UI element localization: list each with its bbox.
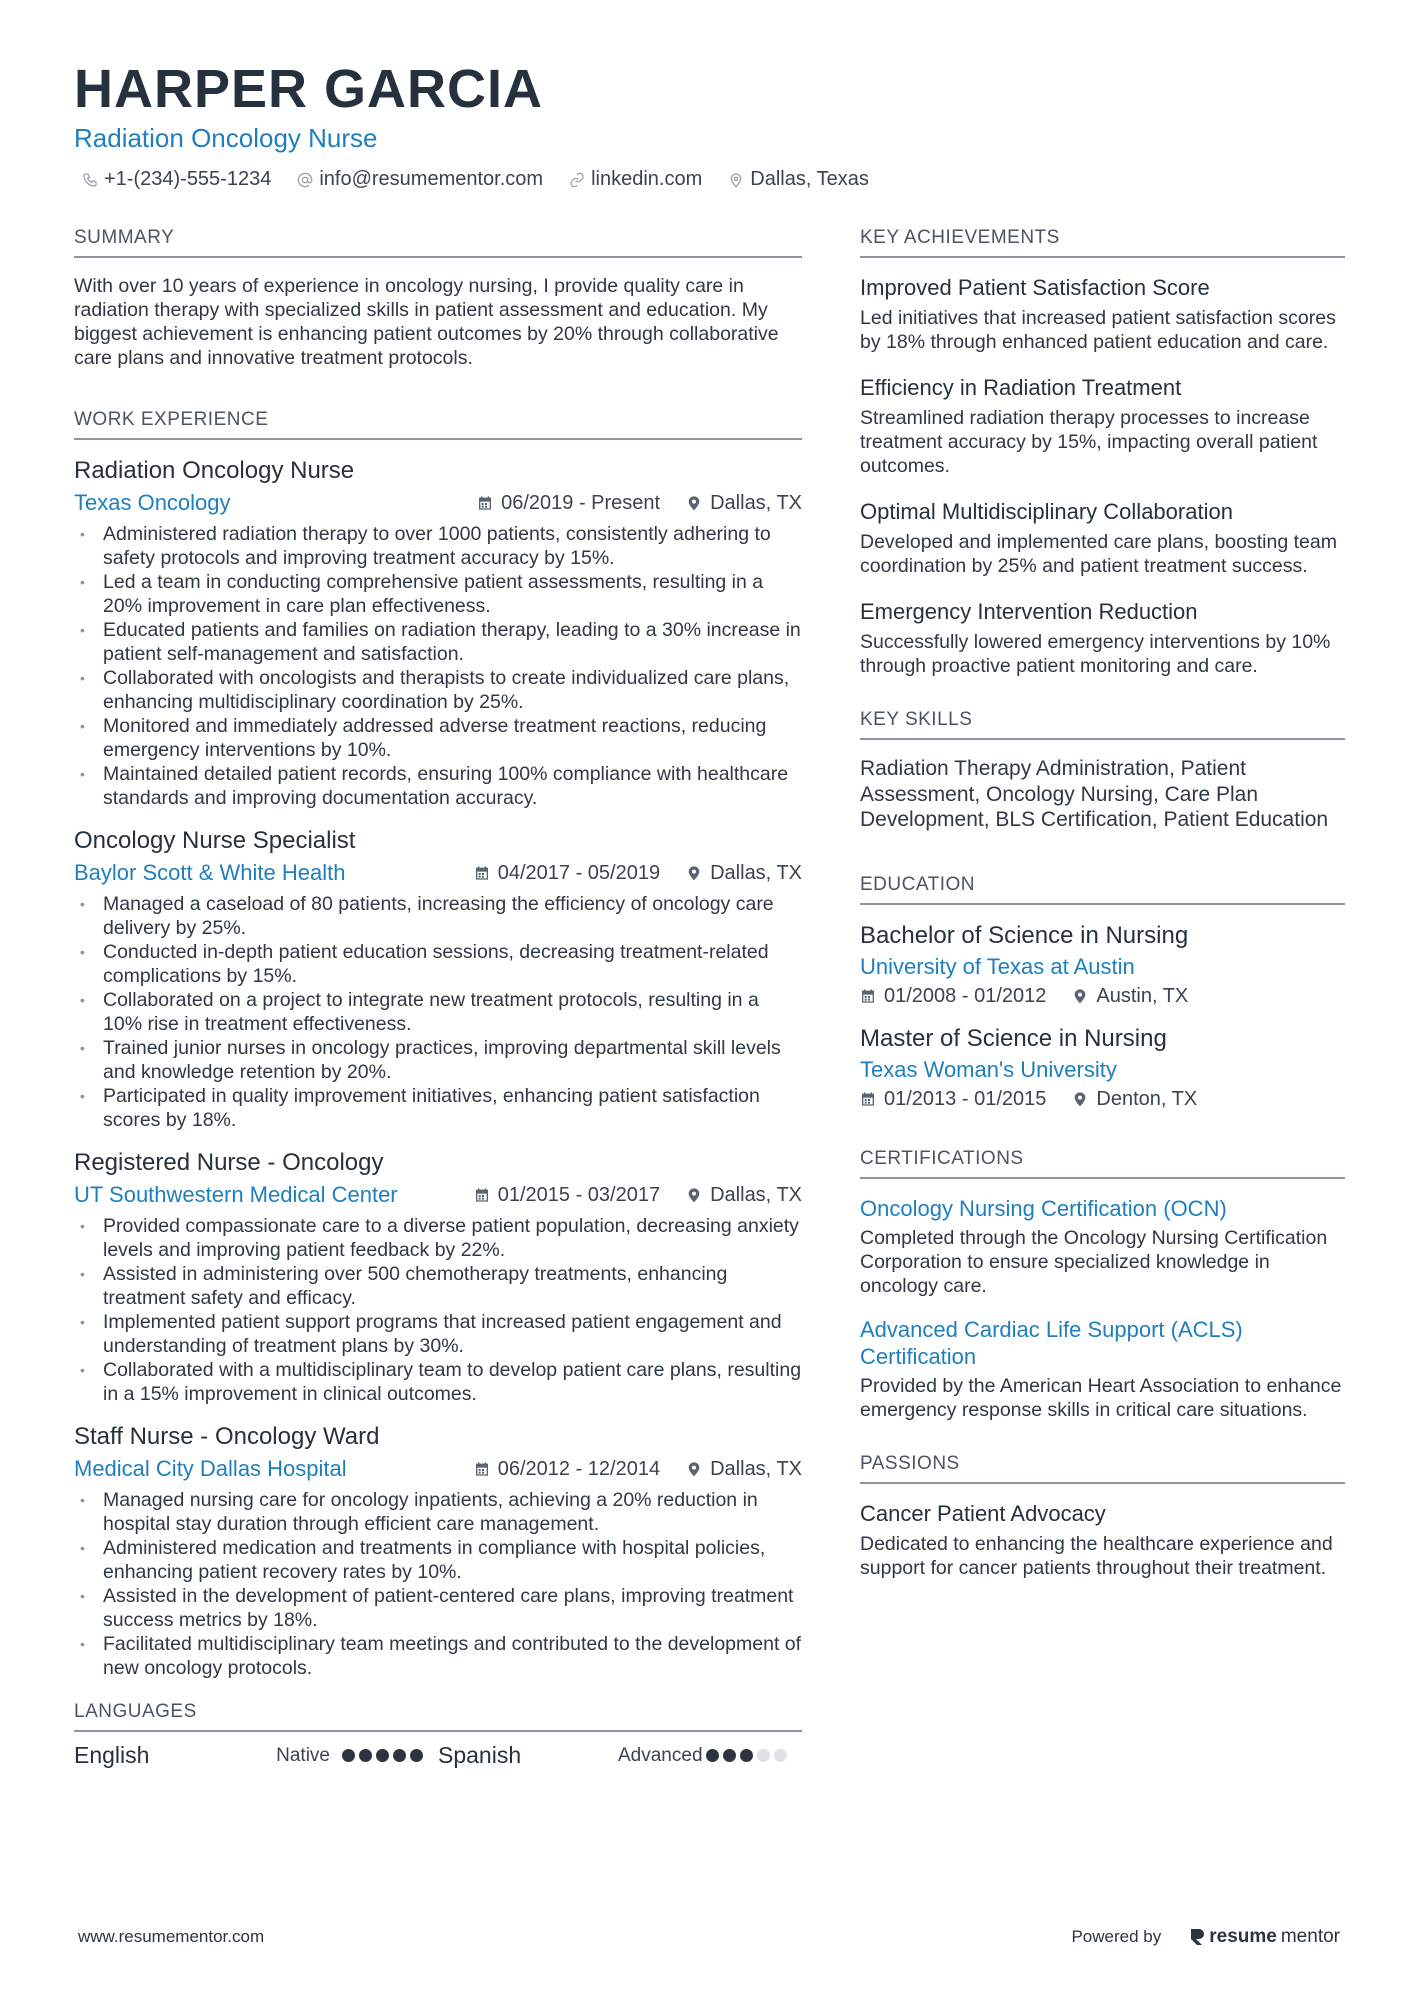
education-degree: Master of Science in Nursing <box>860 1024 1167 1052</box>
contact-location <box>728 168 869 191</box>
education-degree: Bachelor of Science in Nursing <box>860 921 1189 949</box>
achievement-title: Efficiency in Radiation Treatment <box>860 375 1182 400</box>
achievement-desc: Led initiatives that increased patient satisfaction scores by 18% through enhanced patient education and care. <box>860 307 1336 353</box>
job-location <box>686 1458 802 1481</box>
language-name: Spanish <box>438 1742 522 1768</box>
bullet-item: • Conducted in-depth patient education sessions, decreasing treatment-related complications by 15%. <box>74 940 802 988</box>
achievement-item <box>860 498 1345 578</box>
education-item <box>860 921 1345 1008</box>
job-bullets <box>74 892 802 1132</box>
achievement-desc: Streamlined radiation therapy processes to increase treatment accuracy by 15%, impacting overall patient outcomes. <box>860 407 1318 477</box>
experience-list <box>74 456 802 1680</box>
bullet-item: • Led a team in conducting comprehensive patient assessments, resulting in a 20% improvement in care plan effectiveness. <box>74 570 802 618</box>
job-entry <box>74 1422 802 1680</box>
certification-item <box>860 1316 1345 1422</box>
education-meta <box>860 985 1345 1008</box>
achievement-item <box>860 598 1345 678</box>
job-dates <box>474 1184 660 1207</box>
company-name: Texas Oncology <box>74 490 231 515</box>
job-dates <box>474 862 660 885</box>
certification-desc: Provided by the American Heart Association to enhance emergency response skills in critical care situations. <box>860 1374 1342 1421</box>
job-meta <box>74 1456 802 1482</box>
language-rating <box>342 1749 423 1762</box>
certification-item <box>860 1195 1345 1298</box>
certifications-heading: CERTIFICATIONS <box>860 1147 1345 1179</box>
calendar-icon <box>474 865 490 881</box>
left-column <box>74 226 802 1769</box>
company-name: Baylor Scott & White Health <box>74 860 346 885</box>
achievement-title: Optimal Multidisciplinary Collaboration <box>860 499 1233 524</box>
brand-rest: mentor <box>1280 1926 1340 1947</box>
language-rating <box>706 1749 787 1762</box>
rating-dot <box>342 1749 355 1762</box>
education-item <box>860 1024 1345 1111</box>
bullet-item: • Administered medication and treatments in compliance with hospital policies, enhancing patient recovery rates by 10%. <box>74 1536 802 1584</box>
linkedin-text[interactable]: linkedin.com <box>591 168 703 190</box>
job-dates-text: 06/2019 - Present <box>501 491 661 514</box>
footer <box>78 1926 1340 1948</box>
bullet-item: • Assisted in the development of patient-centered care plans, improving treatment success metrics by 18%. <box>74 1584 802 1632</box>
skills-text: Radiation Therapy Administration, Patient Assessment, Oncology Nursing, Care Plan Development, BLS Certification, Patient Education <box>860 757 1329 831</box>
footer-url[interactable]: www.resumementor.com <box>78 1927 265 1946</box>
education-heading: EDUCATION <box>860 873 1345 905</box>
bullet-item: • Participated in quality improvement initiatives, enhancing patient satisfaction scores by 18%. <box>74 1084 802 1132</box>
company-name: Medical City Dallas Hospital <box>74 1456 347 1481</box>
passion-desc: Dedicated to enhancing the healthcare experience and support for cancer patients throughout their treatment. <box>860 1532 1333 1579</box>
job-title: Oncology Nurse Specialist <box>74 827 356 854</box>
education-dates <box>860 985 1046 1008</box>
job-location-text: Dallas, TX <box>710 1183 802 1206</box>
calendar-icon <box>860 988 876 1004</box>
job-location-text: Dallas, TX <box>710 861 802 884</box>
achievement-title: Emergency Intervention Reduction <box>860 599 1198 624</box>
education-meta <box>860 1088 1345 1111</box>
achievements-heading: KEY ACHIEVEMENTS <box>860 226 1345 258</box>
brand-bold: resume <box>1209 1926 1277 1947</box>
location-text: Dallas, Texas <box>750 168 869 190</box>
rating-dot <box>774 1749 787 1762</box>
rating-dot <box>410 1749 423 1762</box>
language-name: English <box>74 1742 150 1768</box>
job-bullets <box>74 1488 802 1680</box>
job-entry <box>74 456 802 810</box>
bullet-item: • Facilitated multidisciplinary team meetings and contributed to the development of new oncology protocols. <box>74 1632 802 1680</box>
email-text[interactable]: info@resumementor.com <box>319 168 544 190</box>
job-location <box>686 862 802 885</box>
resumementor-logo-icon <box>1189 1928 1205 1946</box>
link-icon <box>569 172 585 188</box>
rating-dot <box>723 1749 736 1762</box>
bullet-item: • Assisted in administering over 500 chemotherapy treatments, enhancing treatment safety and efficacy. <box>74 1262 802 1310</box>
certification-title: Oncology Nursing Certification (OCN) <box>860 1195 1227 1221</box>
language-item <box>438 1742 802 1769</box>
rating-dot <box>376 1749 389 1762</box>
job-bullets <box>74 1214 802 1406</box>
education-school: Texas Woman's University <box>860 1056 1117 1082</box>
certification-title: Advanced Cardiac Life Support (ACLS) Certification <box>860 1316 1243 1369</box>
summary-text: With over 10 years of experience in oncology nursing, I provide quality care in radiation therapy with specialized skills in patient assessment and education. My biggest achievement is enhancing patient outcomes by 20% through collaborative care plans and innovative treatment protocols. <box>74 275 779 369</box>
bullet-item: • Trained junior nurses in oncology practices, improving departmental skill levels and knowledge retention by 20%. <box>74 1036 802 1084</box>
rating-dot <box>757 1749 770 1762</box>
rating-dot <box>706 1749 719 1762</box>
at-icon <box>297 172 313 188</box>
job-location <box>686 492 802 515</box>
education-dates-text: 01/2013 - 01/2015 <box>884 1087 1047 1110</box>
bullet-item: • Educated patients and families on radiation therapy, leading to a 30% increase in patient self-management and satisfaction. <box>74 618 802 666</box>
language-item <box>74 1742 438 1769</box>
contact-email[interactable] <box>297 168 543 191</box>
company-name: UT Southwestern Medical Center <box>74 1182 398 1207</box>
calendar-icon <box>477 495 493 511</box>
job-dates-text: 04/2017 - 05/2019 <box>497 861 661 884</box>
achievement-desc: Successfully lowered emergency interventions by 10% through proactive patient monitoring and care. <box>860 631 1331 677</box>
location-pin-icon <box>728 172 744 188</box>
location-pin-icon <box>1072 988 1088 1004</box>
location-pin-icon <box>686 495 702 511</box>
passion-item <box>860 1500 1345 1580</box>
passions-list <box>860 1500 1345 1580</box>
languages-heading: LANGUAGES <box>74 1700 802 1732</box>
job-meta <box>74 1182 802 1208</box>
job-title: Staff Nurse - Oncology Ward <box>74 1423 380 1450</box>
education-location <box>1072 985 1188 1008</box>
rating-dot <box>740 1749 753 1762</box>
rating-dot <box>359 1749 372 1762</box>
bullet-item: • Implemented patient support programs that increased patient engagement and understanding of treatment plans by 30%. <box>74 1310 802 1358</box>
experience-heading: WORK EXPERIENCE <box>74 408 802 440</box>
job-entry <box>74 1148 802 1406</box>
brand-logo[interactable] <box>1189 1926 1340 1948</box>
candidate-name: HARPER GARCIA <box>74 59 544 119</box>
education-list <box>860 921 1345 1111</box>
job-meta <box>74 860 802 886</box>
job-dates <box>474 1458 660 1481</box>
summary-heading: SUMMARY <box>74 226 802 258</box>
passions-heading: PASSIONS <box>860 1452 1345 1484</box>
language-level: Advanced <box>618 1744 703 1766</box>
education-dates <box>860 1088 1046 1111</box>
location-pin-icon <box>686 1187 702 1203</box>
job-meta <box>74 490 802 516</box>
job-dates-text: 06/2012 - 12/2014 <box>497 1457 661 1480</box>
job-bullets <box>74 522 802 810</box>
rating-dot <box>393 1749 406 1762</box>
job-location <box>686 1184 802 1207</box>
location-pin-icon <box>1072 1091 1088 1107</box>
contact-bar <box>74 168 1344 191</box>
bullet-item: • Managed a caseload of 80 patients, increasing the efficiency of oncology care delivery by 25%. <box>74 892 802 940</box>
achievements-list <box>860 274 1345 678</box>
candidate-title: Radiation Oncology Nurse <box>74 123 378 153</box>
certification-desc: Completed through the Oncology Nursing Certification Corporation to ensure specialized knowledge in oncology care. <box>860 1226 1328 1297</box>
contact-phone <box>82 168 271 191</box>
job-dates <box>477 492 660 515</box>
job-dates-text: 01/2015 - 03/2017 <box>497 1183 661 1206</box>
calendar-icon <box>860 1091 876 1107</box>
location-pin-icon <box>686 1461 702 1477</box>
education-school: University of Texas at Austin <box>860 953 1135 979</box>
calendar-icon <box>474 1461 490 1477</box>
bullet-item: • Collaborated on a project to integrate new treatment protocols, resulting in a 10% rise in treatment effectiveness. <box>74 988 802 1036</box>
contact-linkedin[interactable] <box>569 168 702 191</box>
achievement-item <box>860 374 1345 478</box>
certifications-list <box>860 1195 1345 1422</box>
bullet-item: • Maintained detailed patient records, ensuring 100% compliance with healthcare standards and improving documentation accuracy. <box>74 762 802 810</box>
bullet-item: • Provided compassionate care to a diverse patient population, decreasing anxiety levels and improving patient feedback by 22%. <box>74 1214 802 1262</box>
passion-title: Cancer Patient Advocacy <box>860 1500 1106 1526</box>
bullet-item: • Administered radiation therapy to over 1000 patients, consistently adhering to safety protocols and improving treatment accuracy by 15%. <box>74 522 802 570</box>
location-pin-icon <box>686 865 702 881</box>
job-location-text: Dallas, TX <box>710 491 802 514</box>
education-location <box>1072 1088 1197 1111</box>
calendar-icon <box>474 1187 490 1203</box>
education-location-text: Denton, TX <box>1096 1087 1198 1110</box>
education-location-text: Austin, TX <box>1096 984 1189 1007</box>
bullet-item: • Managed nursing care for oncology inpatients, achieving a 20% reduction in hospital stay duration through efficient care management. <box>74 1488 802 1536</box>
phone-text: +1-(234)-555-1234 <box>104 168 272 190</box>
language-level: Native <box>276 1744 330 1766</box>
job-location-text: Dallas, TX <box>710 1457 802 1480</box>
resume-header <box>74 58 1344 191</box>
job-title: Registered Nurse - Oncology <box>74 1149 384 1176</box>
job-entry <box>74 826 802 1132</box>
achievement-title: Improved Patient Satisfaction Score <box>860 275 1210 300</box>
achievement-item <box>860 274 1345 354</box>
phone-icon <box>82 172 98 188</box>
powered-by-label: Powered by <box>1071 1927 1162 1946</box>
education-dates-text: 01/2008 - 01/2012 <box>884 984 1047 1007</box>
bullet-item: • Monitored and immediately addressed adverse treatment reactions, reducing emergency interventions by 10%. <box>74 714 802 762</box>
bullet-item: • Collaborated with a multidisciplinary team to develop patient care plans, resulting in a 15% improvement in clinical outcomes. <box>74 1358 802 1406</box>
languages-list <box>74 1742 802 1769</box>
right-column <box>860 226 1345 1600</box>
achievement-desc: Developed and implemented care plans, boosting team coordination by 25% and patient treatment success. <box>860 531 1337 577</box>
skills-heading: KEY SKILLS <box>860 708 1345 740</box>
bullet-item: • Collaborated with oncologists and therapists to create individualized care plans, enhancing multidisciplinary coordination by 25%. <box>74 666 802 714</box>
job-title: Radiation Oncology Nurse <box>74 457 355 484</box>
